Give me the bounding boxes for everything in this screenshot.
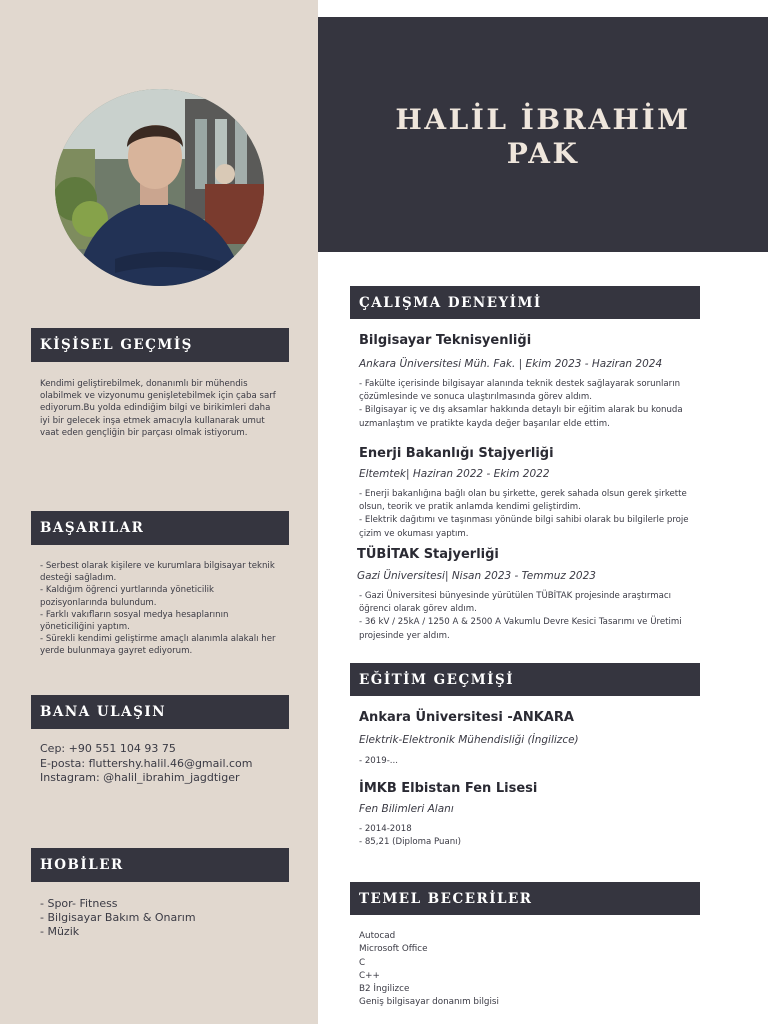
skill-item: C <box>359 957 366 968</box>
contact-phone: Cep: +90 551 104 93 75 <box>40 742 176 755</box>
skill-item: Autocad <box>359 931 396 941</box>
hobbies-list <box>40 897 290 939</box>
achievements-heading: BAŞARILAR <box>31 511 289 545</box>
personal-summary-text: Kendimi geliştirebilmek, donanımlı bir mühendis olabilmek ve vizyonumu genişletebilmek için çaba sarf ediyorum.Bu yolda edindiğim bilgi ve birikimleri daha iyi bir gelecek inşa etmek amacıyla kullanarak umut vaat eden gençliğin bir parçası olmak istiyorum. <box>40 379 276 438</box>
experience-heading: ÇALIŞMA DENEYİMİ <box>350 286 700 319</box>
achievements-list <box>40 560 276 658</box>
education-heading: EĞİTİM GEÇMİŞİ <box>350 663 700 696</box>
achievement-item: - Farklı vakıfların sosyal medya hesaplarının yöneticiliğini yaptım. <box>40 609 229 633</box>
job-title: TÜBİTAK Stajyerliği <box>357 547 499 562</box>
contact-instagram: Instagram: @halil_ibrahim_jagdtiger <box>40 771 240 784</box>
job-description <box>359 590 699 643</box>
contact-info <box>40 742 300 786</box>
skill-item: C++ <box>359 970 380 981</box>
personal-heading: KİŞİSEL GEÇMİŞ <box>31 328 289 362</box>
job-title: Enerji Bakanlığı Stajyerliği <box>359 446 554 461</box>
job-line: - Fakülte içerisinde bilgisayar alanında teknik destek sağlayarak sorunların çözümlesinde ve sonuca ulaştırılmasında görev aldım. <box>359 379 681 403</box>
contact-email: E-posta: fluttershy.halil.46@gmail.com <box>40 756 253 770</box>
school-name: İMKB Elbistan Fen Lisesi <box>359 781 538 796</box>
job-line: - Elektrik dağıtımı ve taşınması yönünde bilgi sahibi olarak bu bilgilerle proje çizim ve okuması yaptım. <box>359 515 689 539</box>
job-title: Bilgisayar Teknisyenliği <box>359 333 532 348</box>
job-description <box>359 378 699 431</box>
school-name: Ankara Üniversitesi -ANKARA <box>359 710 574 725</box>
contact-heading: BANA ULAŞIN <box>31 695 289 729</box>
job-subtitle: Ankara Üniversitesi Müh. Fak. | Ekim 2023 - Haziran 2024 <box>359 358 663 370</box>
hobby-item: - Müzik <box>40 925 80 938</box>
achievement-item: - Serbest olarak kişilere ve kurumlara bilgisayar teknik desteği sağladım. <box>40 561 275 584</box>
job-description <box>359 488 699 541</box>
name-header <box>318 17 768 252</box>
achievement-item: - Kaldığım öğrenci yurtlarında yöneticilik pozisyonlarında bulundum. <box>40 585 215 608</box>
skill-item: Geniş bilgisayar donanım bilgisi <box>359 997 499 1008</box>
school-line: - 85,21 (Diploma Puanı) <box>359 837 461 848</box>
job-line: - Gazi Üniversitesi bünyesinde yürütülen TÜBİTAK projesinde araştırmacı öğrenci olarak görev aldım. <box>359 591 671 615</box>
personal-summary <box>40 378 276 439</box>
school-field: Elektrik-Elektronik Mühendisliği (İngilizce) <box>359 734 579 746</box>
hobby-item: - Bilgisayar Bakım & Onarım <box>40 911 196 924</box>
skill-item: Microsoft Office <box>359 944 428 955</box>
skills-heading: TEMEL BECERİLER <box>350 882 700 915</box>
school-details <box>359 755 699 768</box>
school-line: - 2019-... <box>359 756 398 766</box>
school-field: Fen Bilimleri Alanı <box>359 803 454 815</box>
achievement-item: - Sürekli kendimi geliştirme amaçlı alanımla alakalı her yerde bulunmaya gayret ediyorum. <box>40 634 276 657</box>
job-line: - Bilgisayar iç ve dış aksamlar hakkında detaylı bir eğitim alarak bu konuda uzmanlaştım ve pratikte kayda değer başarılar elde ettim. <box>359 405 683 429</box>
job-subtitle: Gazi Üniversitesi| Nisan 2023 - Temmuz 2023 <box>357 570 596 582</box>
name-line-2: PAK <box>506 137 580 170</box>
skill-item: B2 İngilizce <box>359 984 410 995</box>
job-subtitle: Eltemtek| Haziran 2022 - Ekim 2022 <box>359 468 550 480</box>
school-details <box>359 823 699 849</box>
hobbies-heading: HOBİLER <box>31 848 289 882</box>
name-line-1: HALİL İBRAHİM <box>395 103 691 136</box>
skills-list <box>359 930 659 1010</box>
hobby-item: - Spor- Fitness <box>40 897 118 910</box>
school-line: - 2014-2018 <box>359 824 412 834</box>
job-line: - Enerji bakanlığına bağlı olan bu şirkette, gerek sahada olsun gerek şirkette olsun, teorik ve pratik anlamda kendimi geliştirdim. <box>359 489 687 513</box>
job-line: - 36 kV / 25kA / 1250 A & 2500 A Vakumlu Devre Kesici Tasarımı ve Üretimi projesinde yer aldım. <box>359 617 682 641</box>
profile-photo <box>55 89 264 286</box>
